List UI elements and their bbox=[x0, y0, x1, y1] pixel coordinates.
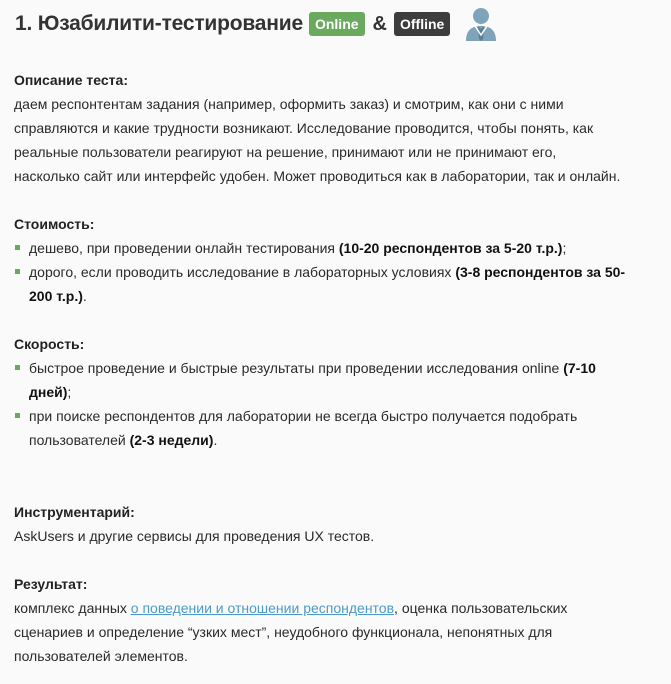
result-section bbox=[14, 572, 654, 668]
section-title: 1. Юзабилити-тестирование bbox=[15, 12, 303, 35]
result-line: сценариев и определение “узких мест”, неудобного функционала, непонятных для bbox=[14, 624, 553, 640]
description-line: насколько сайт или интерфейс удобен. Может проводиться как в лаборатории, так и онлайн. bbox=[14, 168, 621, 184]
result-line: пользователей элементов. bbox=[14, 648, 188, 664]
tools-text: AskUsers и другие сервисы для проведения UX тестов. bbox=[14, 528, 375, 544]
offline-badge: Offline bbox=[394, 12, 450, 36]
speed-heading: Скорость: bbox=[14, 336, 85, 352]
section-header bbox=[15, 4, 498, 44]
list-item: дорого, если проводить исследование в лабораторных условиях (3-8 респондентов за 50-200 т.р.). bbox=[14, 260, 654, 308]
cost-heading: Стоимость: bbox=[14, 216, 95, 232]
cost-section bbox=[14, 212, 654, 308]
ampersand: & bbox=[372, 12, 387, 35]
person-icon bbox=[464, 5, 498, 43]
online-badge: Online bbox=[309, 12, 365, 36]
tools-section bbox=[14, 500, 654, 548]
list-item: дешево, при проведении онлайн тестирования (10-20 респондентов за 5-20 т.р.); bbox=[14, 236, 654, 260]
cost-list bbox=[14, 236, 654, 308]
description-heading: Описание теста: bbox=[14, 72, 128, 88]
description-line: реальные пользователи реагируют на решение, принимают или не принимают его, bbox=[14, 144, 557, 160]
description-line: справляются и какие трудности возникают. Исследование проводится, чтобы понять, как bbox=[14, 120, 594, 136]
tools-heading: Инструментарий: bbox=[14, 504, 135, 520]
speed-list bbox=[14, 356, 654, 452]
speed-section bbox=[14, 332, 654, 452]
description-line: даем респонтентам задания (например, оформить заказ) и смотрим, как они с ними bbox=[14, 96, 564, 112]
behavior-link[interactable]: о поведении и отношении респондентов bbox=[130, 600, 395, 616]
description-section bbox=[14, 68, 654, 188]
list-item: при поиске респондентов для лаборатории не всегда быстро получается подобрать пользователей (2-3 недели). bbox=[14, 404, 654, 452]
list-item: быстрое проведение и быстрые результаты при проведении исследования online (7-10 дней); bbox=[14, 356, 654, 404]
result-line: комплекс данных о поведении и отношении респондентов, оценка пользовательских bbox=[14, 600, 568, 616]
result-heading: Результат: bbox=[14, 576, 88, 592]
